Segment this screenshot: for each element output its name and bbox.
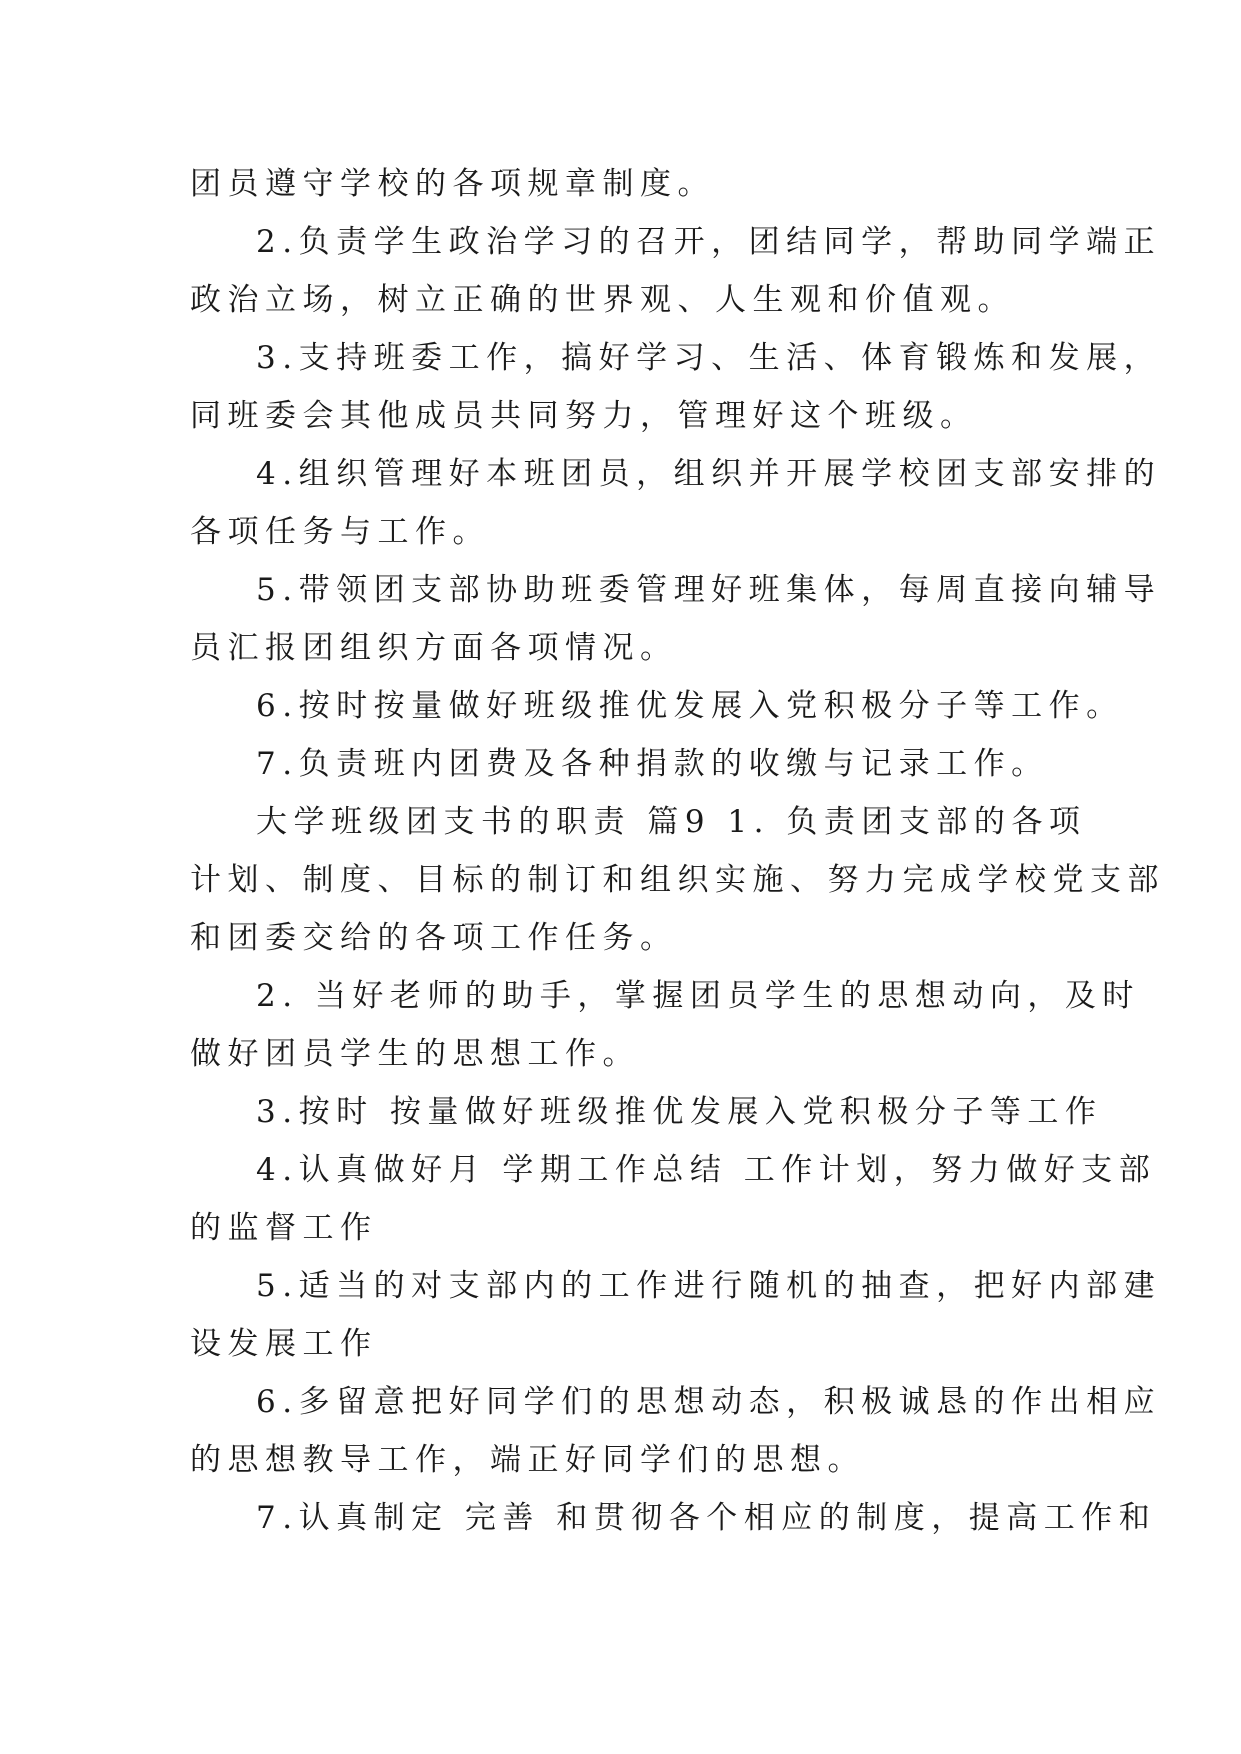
text-line: 2.负责学生政治学习的召开，团结同学，帮助同学端正 xyxy=(256,224,1162,260)
text-line: 员汇报团组织方面各项情况。 xyxy=(190,630,678,666)
text-line: 6.按时按量做好班级推优发展入党积极分子等工作。 xyxy=(256,688,1124,724)
section-heading-line: 大学班级团支书的职责 篇9 1. 负责团支部的各项 xyxy=(256,804,1087,840)
text-line: 设发展工作 xyxy=(190,1326,378,1362)
text-line: 4.组织管理好本班团员，组织并开展学校团支部安排的 xyxy=(256,456,1162,492)
text-line: 7.认真制定 完善 和贯彻各个相应的制度，提高工作和 xyxy=(256,1500,1157,1536)
text-line: 的思想教导工作，端正好同学们的思想。 xyxy=(190,1442,865,1478)
text-line: 6.多留意把好同学们的思想动态，积极诚恳的作出相应 xyxy=(256,1384,1162,1420)
text-line: 5.适当的对支部内的工作进行随机的抽查，把好内部建 xyxy=(256,1268,1162,1304)
text-line: 3.支持班委工作，搞好学习、生活、体育锻炼和发展， xyxy=(256,340,1162,376)
text-line: 各项任务与工作。 xyxy=(190,514,490,550)
text-line: 同班委会其他成员共同努力，管理好这个班级。 xyxy=(190,398,978,434)
text-line: 3.按时 按量做好班级推优发展入党积极分子等工作 xyxy=(256,1094,1103,1130)
text-line: 2. 当好老师的助手，掌握团员学生的思想动向，及时 xyxy=(256,978,1140,1014)
text-line: 4.认真做好月 学期工作总结 工作计划，努力做好支部 xyxy=(256,1152,1157,1188)
text-line: 做好团员学生的思想工作。 xyxy=(190,1036,640,1072)
text-line: 团员遵守学校的各项规章制度。 xyxy=(190,166,715,202)
text-line: 5.带领团支部协助班委管理好班集体，每周直接向辅导 xyxy=(256,572,1162,608)
text-line: 的监督工作 xyxy=(190,1210,378,1246)
text-line: 政治立场，树立正确的世界观、人生观和价值观。 xyxy=(190,282,1015,318)
text-line: 和团委交给的各项工作任务。 xyxy=(190,920,678,956)
text-line: 7.负责班内团费及各种捐款的收缴与记录工作。 xyxy=(256,746,1049,782)
text-line: 计划、制度、目标的制订和组织实施、努力完成学校党支部 xyxy=(190,862,1165,898)
